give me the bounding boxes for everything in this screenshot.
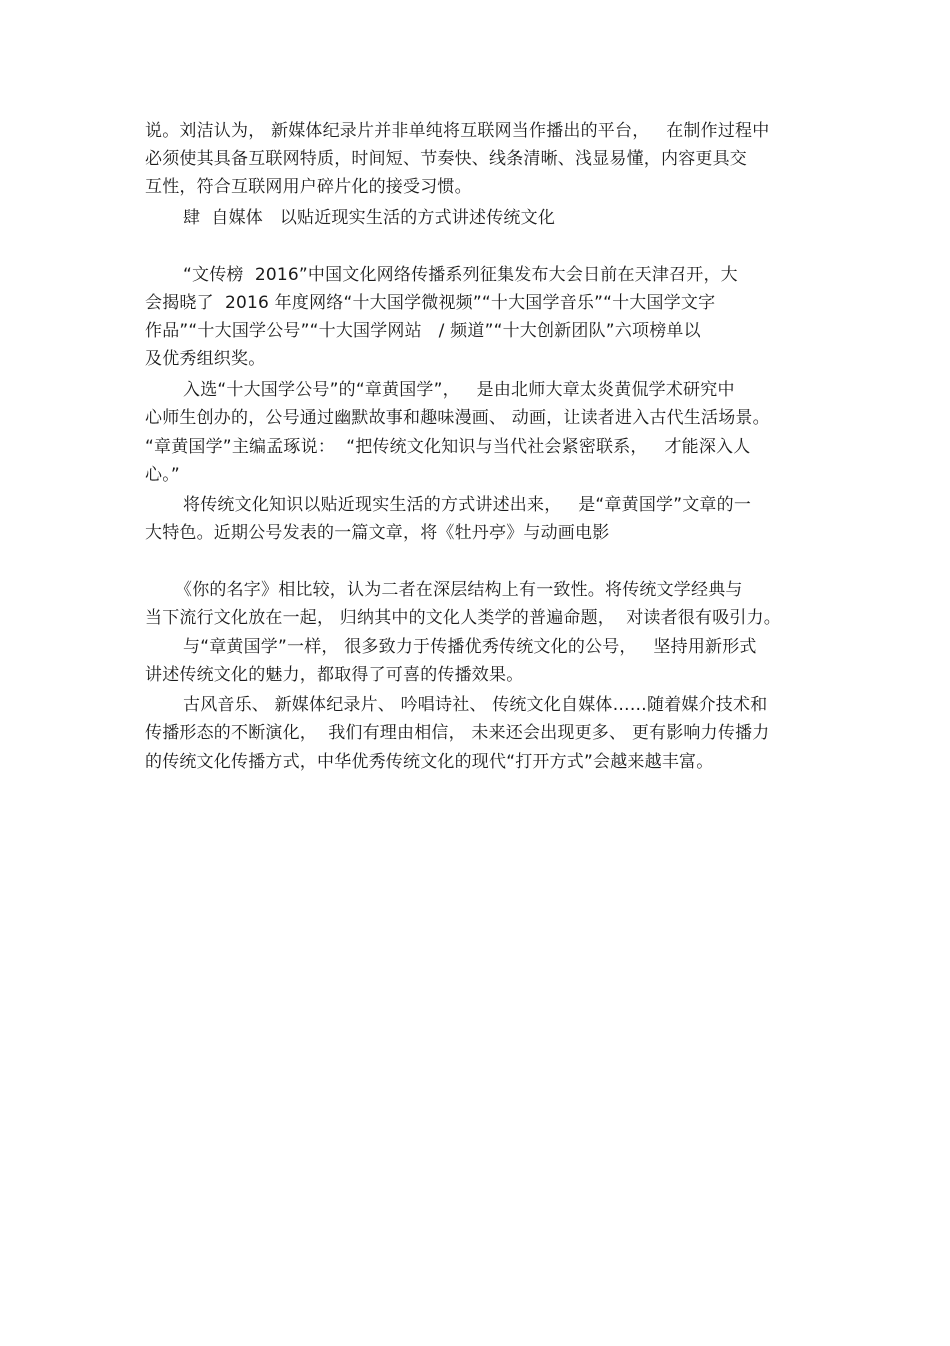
section-heading: 肆 自媒体 以贴近现实生活的方式讲述传统文化 [183,208,556,228]
text-line: “文传榜 2016”中国文化网络传播系列征集发布大会日前在天津召开，大 [183,265,738,285]
text-line: 将传统文化知识以贴近现实生活的方式讲述出来， 是“章黄国学”文章的一 [183,495,752,515]
text-line: 心师生创办的，公号通过幽默故事和趣味漫画、 动画，让读者进入古代生活场景。 [145,408,770,428]
text-line: 传播形态的不断演化， 我们有理由相信， 未来还会出现更多、 更有影响力传播力 [145,723,770,743]
text-line: 心。” [145,465,180,485]
text-line: 说。刘洁认为， 新媒体纪录片并非单纯将互联网当作播出的平台， 在制作过程中 [145,121,770,141]
text-line: 及优秀组织奖。 [145,349,266,369]
text-line: 的传统文化传播方式，中华优秀传统文化的现代“打开方式”会越来越丰富。 [145,752,714,772]
text-line: 入选“十大国学公号”的“章黄国学”， 是由北师大章太炎黄侃学术研究中 [183,380,735,400]
text-line: 与“章黄国学”一样， 很多致力于传播优秀传统文化的公号， 坚持用新形式 [183,637,757,657]
text-line: 互性，符合互联网用户碎片化的接受习惯。 [145,177,472,197]
text-line: 会揭晓了 2016 年度网络“十大国学微视频”“十大国学音乐”“十大国学文字 [145,293,716,313]
text-line: 大特色。近期公号发表的一篇文章，将《牡丹亭》与动画电影 [145,523,610,543]
text-line: 讲述传统文化的魅力，都取得了可喜的传播效果。 [145,665,524,685]
text-line: “章黄国学”主编孟琢说： “把传统文化知识与当代社会紧密联系， 才能深入人 [145,437,751,457]
text-line: 必须使其具备互联网特质，时间短、节奏快、线条清晰、浅显易懂，内容更具交 [145,149,747,169]
text-line: 当下流行文化放在一起， 归纳其中的文化人类学的普遍命题， 对读者很有吸引力。 [145,608,782,628]
text-line: 古风音乐、 新媒体纪录片、 吟唱诗社、 传统文化自媒体……随着媒介技术和 [183,695,768,715]
text-line: 《你的名字》相比较，认为二者在深层结构上有一致性。将传统文学经典与 [175,580,743,600]
text-line: 作品”“十大国学公号”“十大国学网站 / 频道”“十大创新团队”六项榜单以 [145,321,701,341]
